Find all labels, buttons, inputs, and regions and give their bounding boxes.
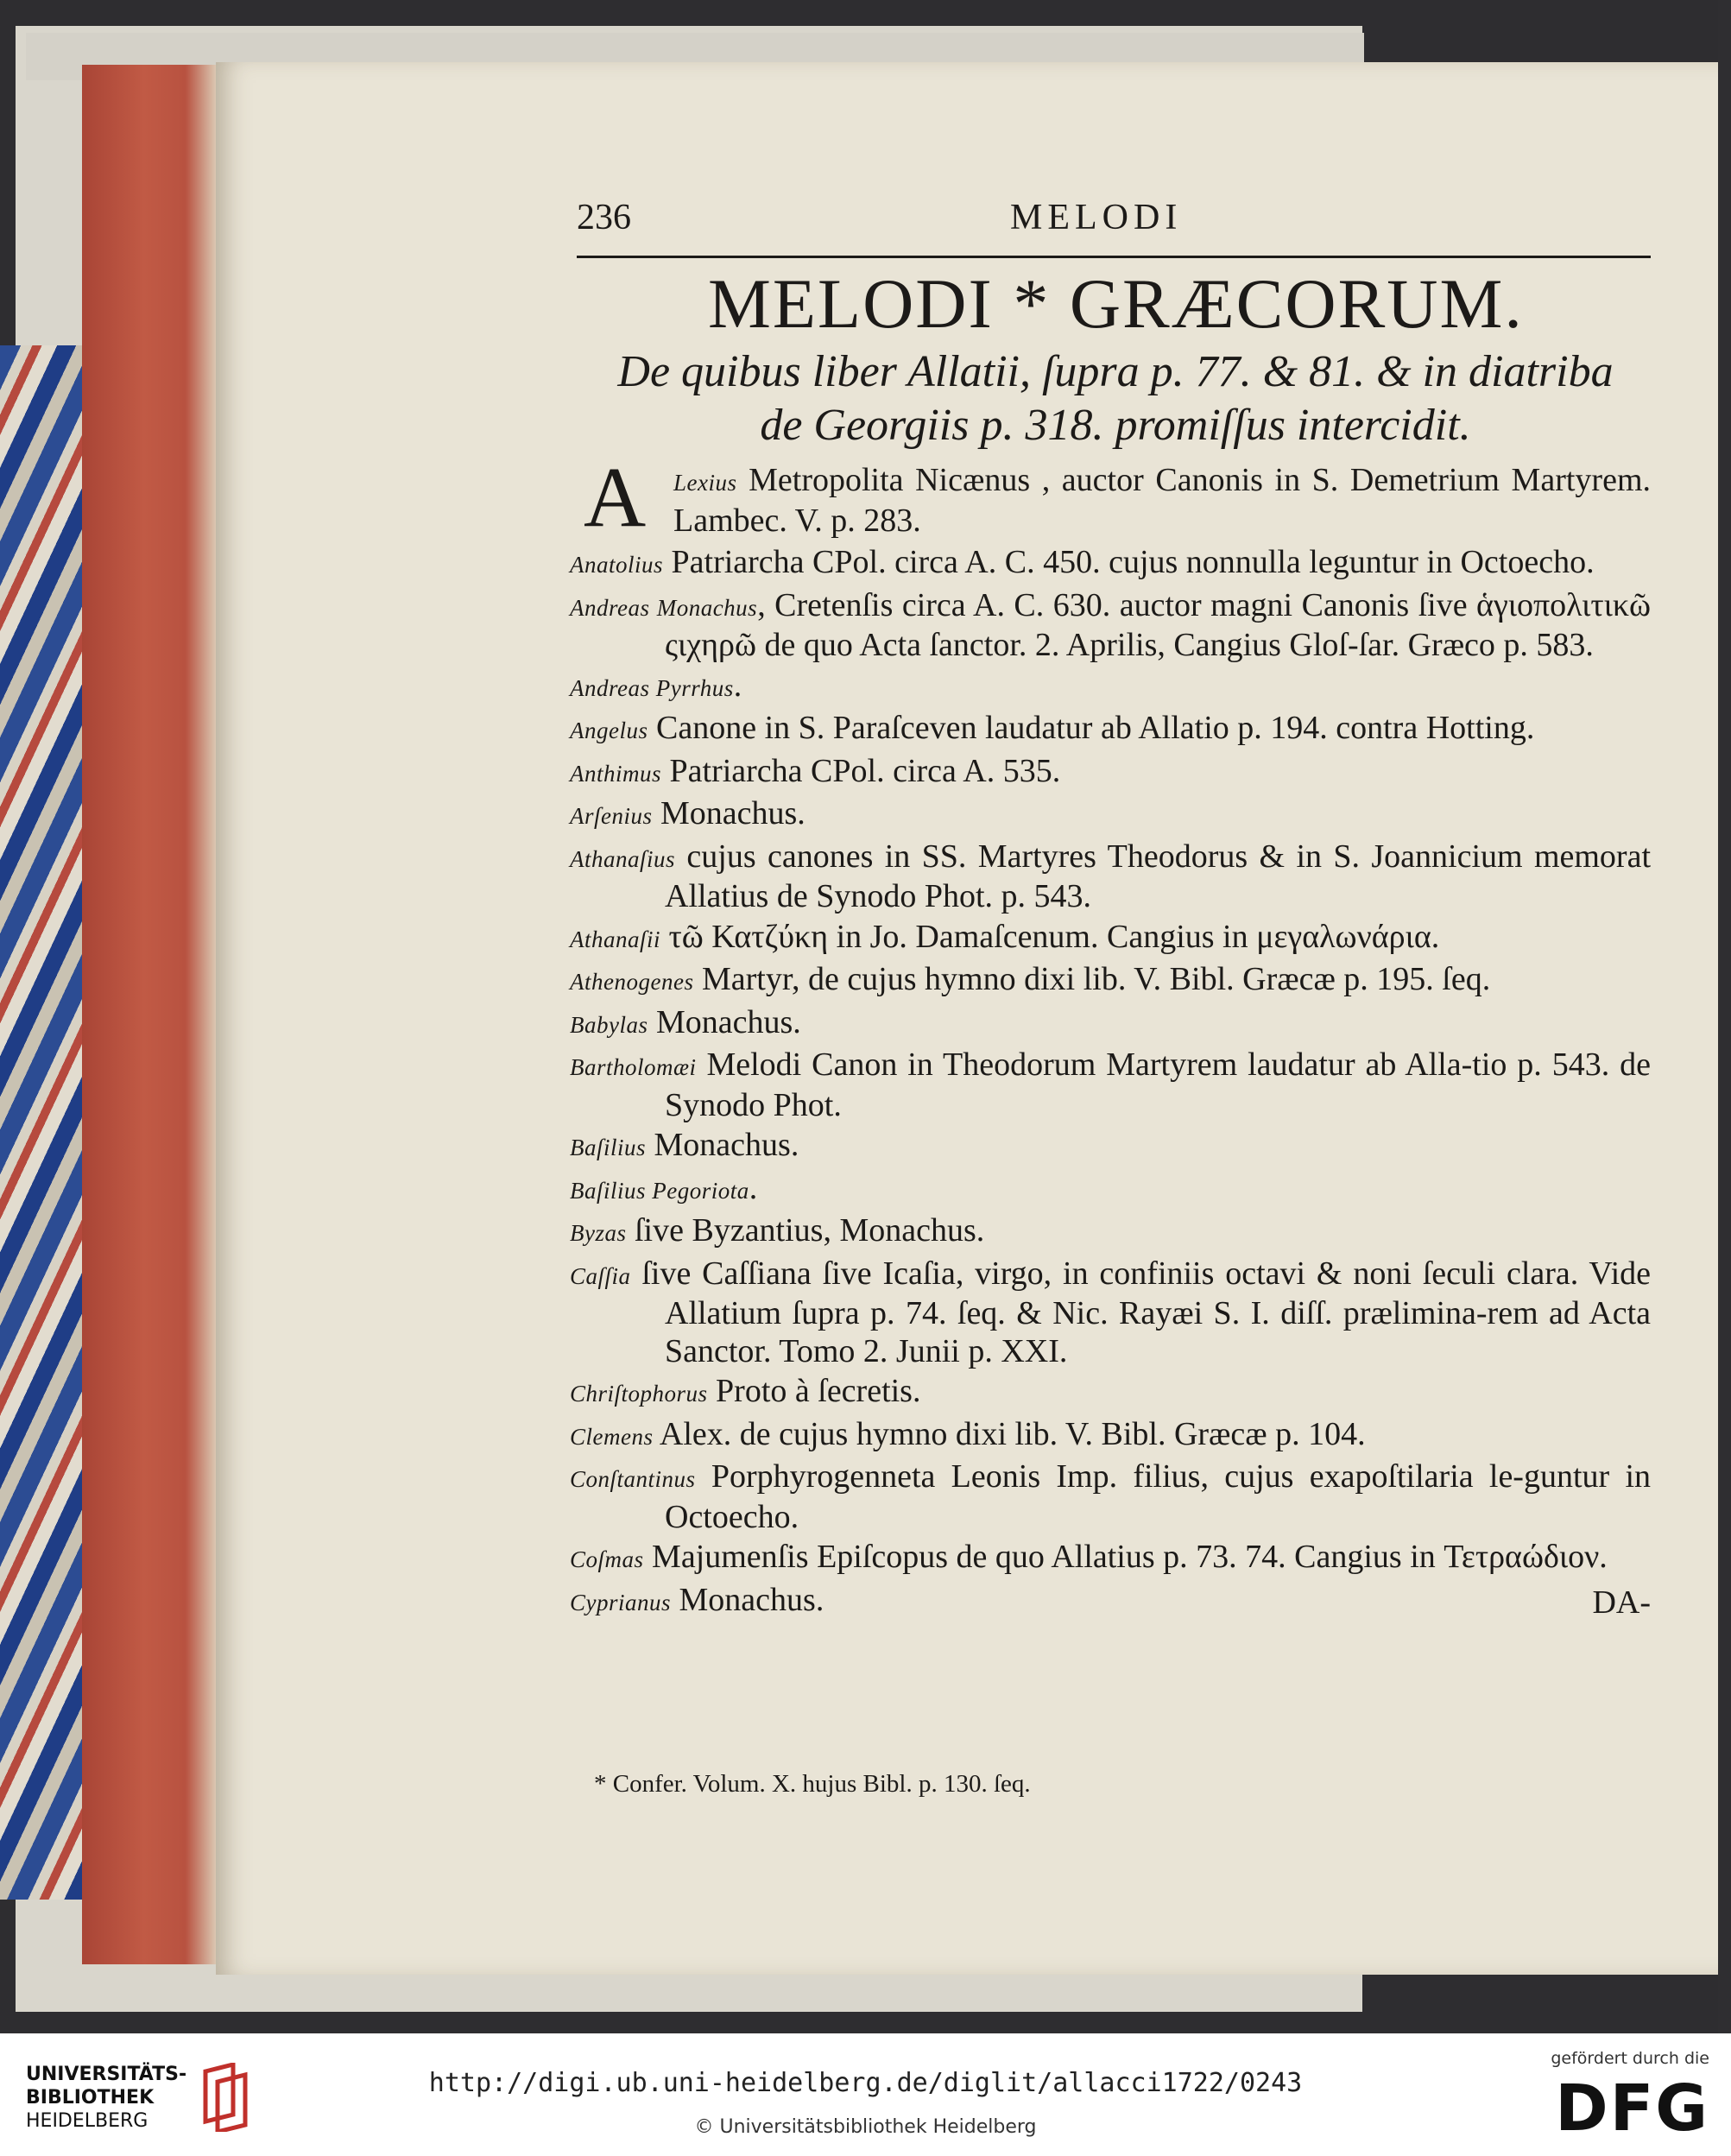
list-item [570,544,1651,585]
entry-name: Baſilius [570,1135,647,1160]
entry-name: Anatolius [570,552,664,578]
entry-name: Anthimus [570,760,662,787]
subtitle-line-2: de Georgiis p. 318. promiſſus intercidit. [760,401,1471,450]
entry-text: Monachus. [660,795,805,831]
entry-text: Porphyrogenneta Leonis Imp. filius, cujus exapoſtilaria le-guntur in Octoecho. [665,1458,1652,1535]
list-item [570,667,1651,708]
entry-text: Monachus. [656,1003,801,1040]
list-item [570,587,1651,665]
header-rule [577,256,1651,258]
entry-name: Athenogenes [570,969,694,995]
entry-name: Chriſtophorus [570,1381,708,1407]
list-item [570,1046,1651,1124]
page-title: MELODI * GRÆCORUM. [708,264,1524,343]
entry-name: Athanaſius [570,845,676,872]
list-item [570,919,1651,959]
entry-name: Coſmas [570,1546,644,1572]
entry-name: Angelus [570,718,648,743]
entry-name: Byzas [570,1220,627,1246]
list-item [570,1212,1651,1253]
list-item [570,1416,1651,1457]
entry-name: Cyprianus [570,1589,672,1615]
permalink-url[interactable]: http://digi.ub.uni-heidelberg.de/diglit/allacci1722/0243 [428,2068,1303,2098]
list-item [570,1373,1651,1413]
list-item [570,1539,1651,1579]
entry-text: Proto à ſecretis. [716,1373,921,1409]
entry-name: Caſſia [570,1262,631,1289]
entry-text: Metropolita Nicænus , auctor Canonis in S. Demetrium Martyrem. Lambec. V. p. 283. [673,462,1652,539]
list-item [570,1255,1651,1371]
right-shadow [1718,0,1731,2033]
entry-name: Athanaſii [570,926,660,952]
entry-text: , Cretenſis circa A. C. 630. auctor magni Canonis ſive ἁγιοπολιτικῶ ςιχηρῶ de quo Acta ſanctor. 2. Aprilis, Cangius Gloſ-ſar. Græco p. 583. [665,586,1651,663]
entry-name: Clemens [570,1423,654,1450]
entry-text: Monachus. [679,1581,824,1618]
library-name-line-2: BIBLIOTHEK [26,2087,155,2109]
footnote: * Confer. Volum. X. hujus Bibl. p. 130. ſeq. [594,1770,1031,1798]
dfg-logo: DFG [1555,2071,1709,2146]
red-page-edges [82,65,220,1964]
entry-text: Patriarcha CPol. circa A. 535. [669,752,1061,789]
entry-text: cujus canones in SS. Martyres Theodorus & in S. Joannicium memorat Allatius de Synodo Phot. p. 543. [665,838,1652,914]
list-item [570,1582,1651,1622]
library-name-line-3: HEIDELBERG [26,2110,148,2132]
catchword: DA- [1592,1584,1651,1621]
dfg-funding[interactable] [1519,2049,1709,2144]
list-item [570,449,1652,545]
entry-text: Martyr, de cujus hymno dixi lib. V. Bibl. Græcæ p. 195. ſeq. [701,961,1491,997]
subtitle [580,345,1651,452]
entry-name: Babylas [570,1011,648,1038]
entry-text: ſive Byzantius, Monachus. [635,1212,985,1249]
marbled-endpaper [0,345,82,1900]
entry-text: Canone in S. Paraſceven laudatur ab Allatio p. 194. contra Hotting. [656,710,1535,746]
copyright-notice: © Universitätsbibliothek Heidelberg [694,2116,1037,2138]
drop-capital: A [584,449,647,545]
entry-list [570,449,1652,1624]
entry-name: Bartholomæi [570,1054,697,1080]
list-item [570,1458,1651,1536]
list-item [570,1170,1651,1211]
list-item [570,795,1651,836]
entry-name: Andreas Pyrrhus [570,674,734,701]
entry-text: ſive Caſſiana ſive Icaſia, virgo, in confiniis octavi & noni ſeculi clara. Vide Allatium ſupra p. 74. ſeq. & Nic. Rayæi S. I. diſſ. prælimina-rem ad Acta Sanctor. Tomo 2. Junii p. XXI. [641,1255,1652,1369]
entry-name: Andreas Monachus [570,594,758,621]
dfg-label: gefördert durch die [1551,2049,1709,2068]
list-item [570,1127,1651,1167]
entry-text: Monachus. [654,1127,799,1163]
page-number: 236 [577,198,631,237]
entry-text: Melodi Canon in Theodorum Martyrem laudatur ab Alla-tio p. 543. de Synodo Phot. [665,1046,1652,1123]
entry-name: Arſenius [570,803,653,829]
entry-name: Lexius [673,470,737,496]
list-item [570,961,1651,1002]
running-head: MELODI [1010,198,1183,237]
list-item [570,1004,1651,1045]
entry-text: . [733,667,742,704]
entry-name: Conſtantinus [570,1466,696,1492]
list-item [570,838,1651,916]
library-name-line-1: UNIVERSITÄTS- [26,2064,187,2085]
subtitle-line-1: De quibus liber Allatii, ſupra p. 77. & 81. & in diatriba [617,347,1614,396]
running-header [577,197,1654,257]
list-item [570,753,1651,793]
list-item [570,710,1651,750]
entry-text: τῶ Κατζύκη in Jo. Damaſcenum. Cangius in μεγαλωνάρια. [668,918,1440,955]
entry-text: . [749,1169,758,1206]
viewer-footer [0,2033,1731,2156]
entry-text: Majumenſis Epiſcopus de quo Allatius p. 73. 74. Cangius in Τετραώδιον. [652,1539,1608,1575]
entry-text: Patriarcha CPol. circa A. C. 450. cujus nonnulla leguntur in Octoecho. [671,544,1595,580]
entry-name: Baſilius Pegoriota [570,1177,749,1204]
entry-text: Alex. de cujus hymno dixi lib. V. Bibl. Græcæ p. 104. [659,1415,1366,1452]
